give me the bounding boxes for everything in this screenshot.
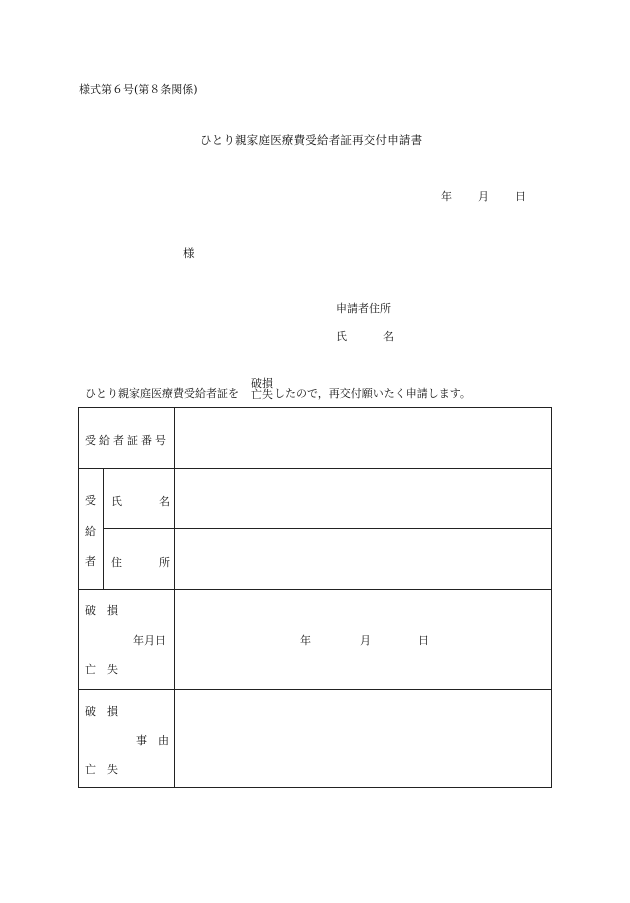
applicant-name-char-2: 名 <box>383 330 394 343</box>
reason-row-lost-label: 亡 失 <box>85 763 118 776</box>
cert-number-label: 受給者証番号 <box>85 434 169 447</box>
recipient-address-label-1: 住 <box>111 556 122 569</box>
row-divider-2 <box>79 589 551 590</box>
damage-loss-reason-field[interactable] <box>175 690 551 787</box>
reason-row-damaged-label: 破 損 <box>85 705 118 718</box>
statement-option-damaged: 破損 <box>251 377 273 390</box>
application-form-table <box>78 407 552 788</box>
form-number: 様式第６号(第８条関係) <box>79 83 198 96</box>
cert-number-field[interactable] <box>175 408 551 468</box>
date-row-lost-label: 亡 失 <box>85 663 118 676</box>
date-row-damaged-label: 破 損 <box>85 604 118 617</box>
date-day-label: 日 <box>515 190 526 203</box>
date-year-label: 年 <box>441 190 452 203</box>
statement-option-stack <box>251 378 273 400</box>
statement-suffix: したので，再交付願いたく申請します。 <box>274 387 471 400</box>
recipient-subcolumn-divider <box>103 468 104 589</box>
recipient-name-field[interactable] <box>175 469 551 528</box>
recipient-char-1: 受 <box>85 494 96 507</box>
recipient-address-label-2: 所 <box>159 556 170 569</box>
reason-row-reason-label: 事 由 <box>136 734 169 747</box>
date-month-label: 月 <box>478 190 489 203</box>
recipient-address-field[interactable] <box>175 529 551 589</box>
date-row-date-label: 年月日 <box>133 634 166 647</box>
applicant-name-label <box>336 328 394 344</box>
date-row-month: 月 <box>360 634 371 647</box>
recipient-name-label-1: 氏 <box>111 495 122 508</box>
application-date <box>441 188 526 204</box>
date-row-year: 年 <box>300 634 311 647</box>
applicant-address-label: 申請者住所 <box>336 302 391 315</box>
date-row-day: 日 <box>418 634 429 647</box>
recipient-char-2: 給 <box>85 525 96 538</box>
addressee-suffix: 様 <box>183 246 195 260</box>
document-title: ひとり親家庭医療費受給者証再交付申請書 <box>200 133 423 147</box>
statement-option-lost: 亡失 <box>251 388 273 401</box>
statement-prefix: ひとり親家庭医療費受給者証を <box>85 387 239 400</box>
recipient-char-3: 者 <box>85 555 96 568</box>
applicant-name-char-1: 氏 <box>336 330 347 343</box>
recipient-name-label-2: 名 <box>159 495 170 508</box>
